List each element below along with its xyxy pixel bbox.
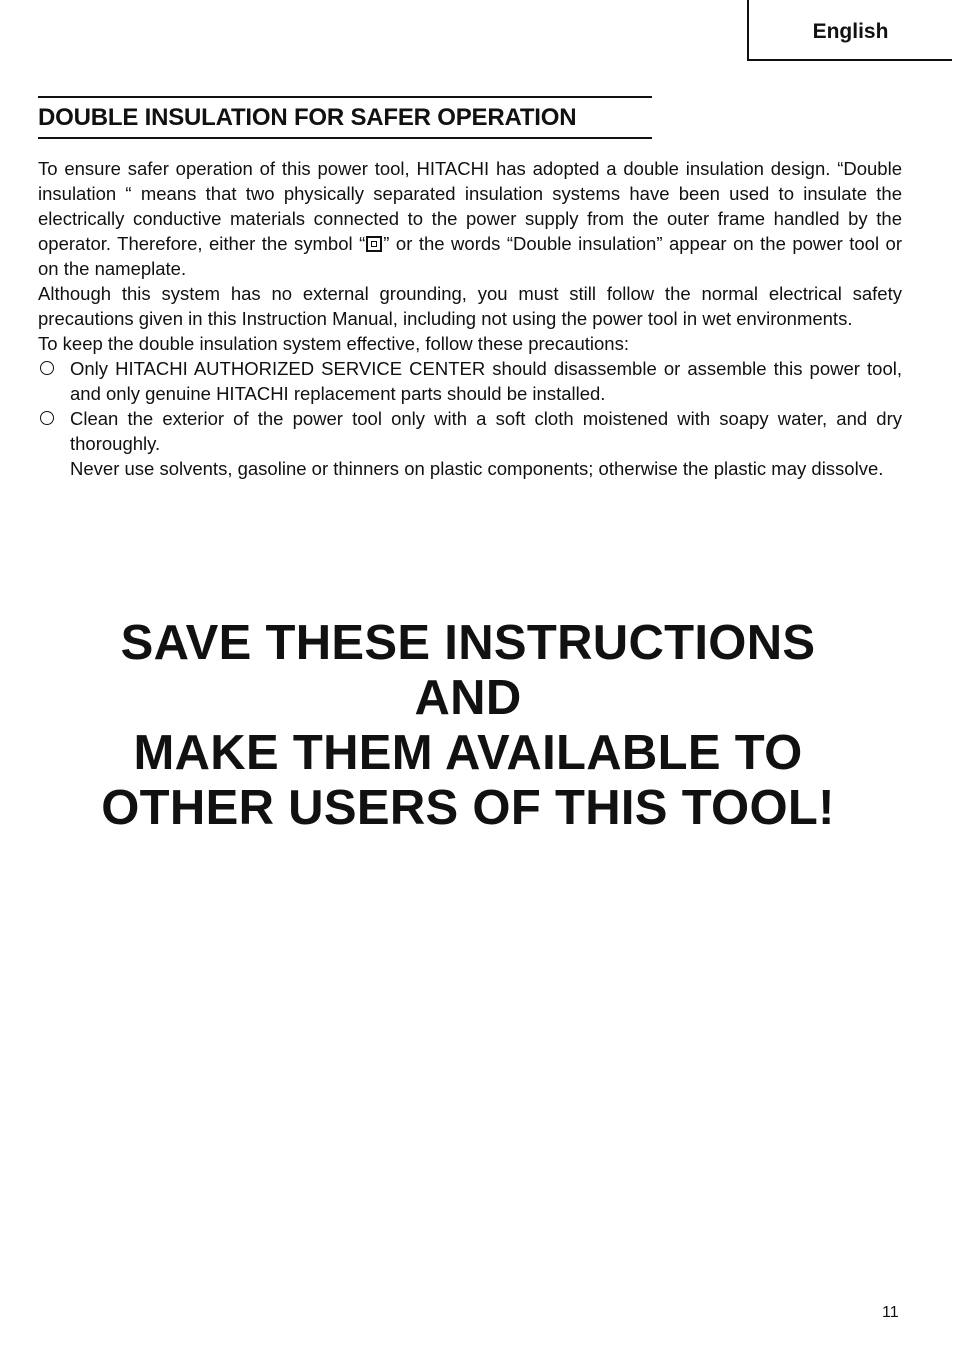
language-tab: [747, 0, 952, 61]
double-insulation-section: [38, 96, 902, 481]
save-notice-line: MAKE THEM AVAILABLE TO: [133, 726, 803, 780]
save-notice-line: OTHER USERS OF THIS TOOL!: [101, 781, 835, 835]
section-heading: DOUBLE INSULATION FOR SAFER OPERATION: [38, 104, 577, 131]
save-notice-line: AND: [414, 671, 522, 725]
paragraph-precautions-intro: To keep the double insulation system effective, follow these precautions:: [38, 333, 629, 354]
list-item-continuation: Never use solvents, gasoline or thinners on plastic components; otherwise the plastic may dissolve.: [70, 458, 884, 479]
language-label: English: [812, 19, 889, 43]
list-item-text: Clean the exterior of the power tool only with a soft cloth moistened with soapy water, and dry thoroughly.: [70, 408, 902, 454]
list-item: [38, 406, 902, 481]
save-instructions-notice: [0, 616, 936, 836]
list-item-text: Only HITACHI AUTHORIZED SERVICE CENTER should disassemble or assemble this power tool, and only genuine HITACHI replacement parts should be installed.: [70, 358, 902, 404]
circle-bullet-icon: [38, 356, 70, 406]
circle-bullet-icon: [38, 406, 70, 481]
section-body: [38, 156, 902, 481]
section-heading-rule: [38, 96, 652, 139]
paragraph1-text-before-symbol: To ensure safer operation of this power tool, HITACHI has adopted a double insulation design. “Double insulation “ means that two physically separated insulation systems have been used to insulate the electrically conductive materials connected to the power supply from the outer frame handled by the operator. Therefore, either the symbol “: [38, 158, 902, 254]
list-item-content: [70, 406, 902, 481]
page-number: 11: [882, 1304, 899, 1321]
paragraph-grounding: Although this system has no external grounding, you must still follow the normal electrical safety precautions given in this Instruction Manual, including not using the power tool in wet environments.: [38, 283, 902, 329]
list-item: [38, 356, 902, 406]
save-notice-line: SAVE THESE INSTRUCTIONS: [120, 616, 816, 670]
double-insulation-symbol-icon: [366, 236, 382, 252]
paragraph-double-insulation-intro: [38, 156, 902, 281]
paragraph1-text-after-symbol: ” or the words “Double insulation” appear on the power tool or on the nameplate.: [38, 233, 902, 279]
